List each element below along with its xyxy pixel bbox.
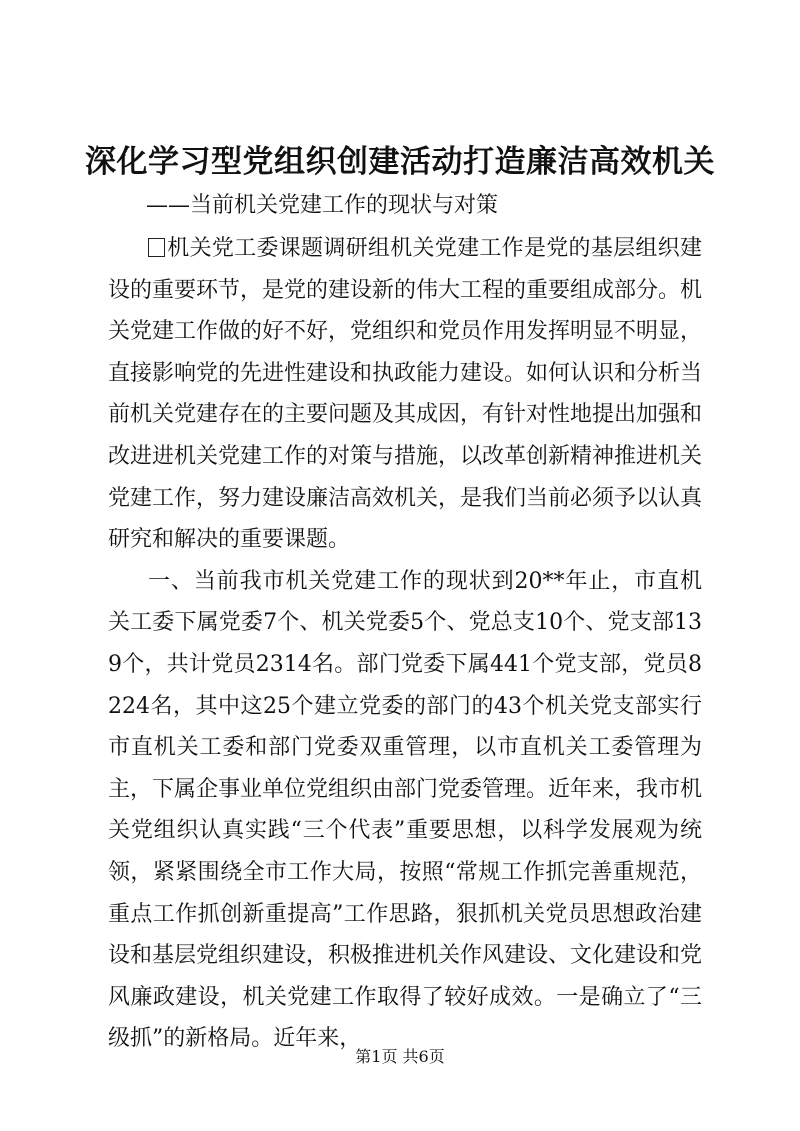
paragraph-section-one: 一、当前我市机关党建工作的现状到20**年止，市直机关工委下属党委7个、机关党委5个、党总支10个、党支部139个，共计党员2314名。部门党委下属441个党支部，党员8224名，其中这25个建立党委的部门的43个机关党支部实行市直机关工委和部门党委双重管理，以市直机关工委管理为主，下属企事业单位党组织由部门党委管理。近年来，我市机关党组织认真实践“三个代表”重要思想，以科学发展观为统领，紧紧围绕全市工作大局，按照“常规工作抓完善重规范，重点工作抓创新重提高”工作思路，狠抓机关党员思想政治建设和基层党组织建设，积极推进机关作风建设、文化建设和党风廉政建设，机关党建工作取得了较好成效。一是确立了“三级抓”的新格局。近年来，	[108, 568, 703, 1052]
document-subtitle: ——当前机关党建工作的现状与对策	[146, 193, 499, 218]
paragraph-intro-text: 机关党工委课题调研组机关党建工作是党的基层组织建设的重要环节，是党的建设新的伟大工程的重要组成部分。机关党建工作做的好不好，党组织和党员作用发挥明显不明显，直接影响党的先进性建设和执政能力建设。如何认识和分析当前机关党建存在的主要问题及其成因，有针对性地提出加强和改进进机关党建工作的对策与措施，以改革创新精神推进机关党建工作，努力建设廉洁高效机关，是我们当前必须予以认真研究和解决的重要课题。	[108, 236, 703, 553]
document-body	[108, 228, 702, 1060]
paragraph-intro	[108, 228, 702, 561]
document-title: 深化学习型党组织创建活动打造廉洁高效机关	[85, 144, 715, 180]
checkbox-glyph-icon	[148, 238, 165, 257]
page-footer: 第1页 共6页	[355, 1047, 445, 1066]
